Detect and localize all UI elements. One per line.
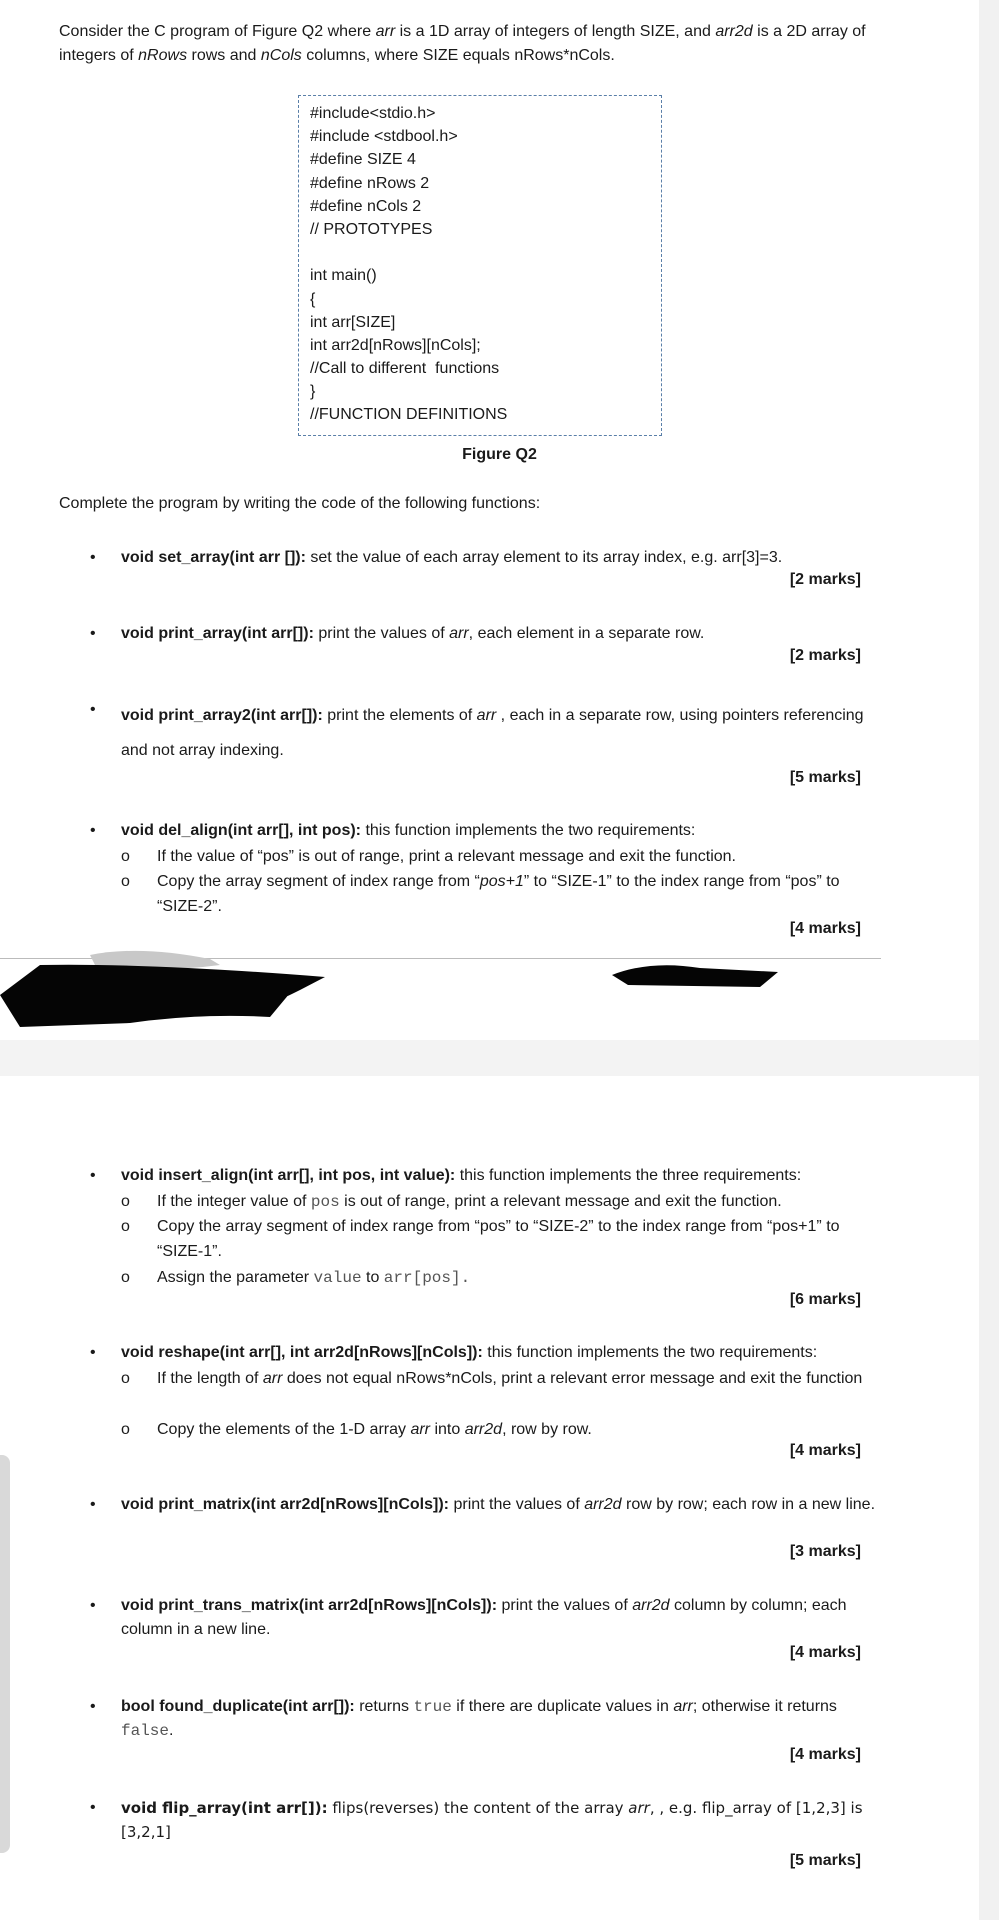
intro-nrows: nRows xyxy=(138,47,188,64)
var-arr2d: arr2d xyxy=(464,1421,503,1438)
sub-text xyxy=(157,1189,879,1215)
code-token: false xyxy=(121,1722,170,1740)
item-set-array xyxy=(121,546,881,570)
var-arr: arr xyxy=(476,707,497,724)
intro-arr2d: arr2d xyxy=(715,23,753,40)
sub-text xyxy=(157,1417,879,1442)
sub-text-part: Copy the elements of the 1-D array xyxy=(157,1421,411,1438)
item-print-array xyxy=(121,622,881,646)
function-signature: void print_array2(int arr[]): xyxy=(121,707,323,724)
function-signature: void flip_array(int arr[]): xyxy=(121,1799,328,1817)
sub-text-part: If the length of xyxy=(157,1370,263,1387)
code-line: #define SIZE 4 xyxy=(310,151,416,169)
code-token: pos xyxy=(310,1193,340,1211)
sub-bullet-icon: o xyxy=(121,1421,130,1438)
function-signature: void insert_align(int arr[], int pos, int value): xyxy=(121,1167,456,1184)
code-token: . xyxy=(460,1269,471,1287)
intro-text: Consider the C program of Figure Q2 where xyxy=(59,23,376,40)
sub-text-part: does not equal nRows*nCols, print a relevant error message and exit the function xyxy=(282,1370,863,1387)
intro-ncols: nCols xyxy=(260,47,302,64)
sub-text-part: Copy the array segment of index range from “ xyxy=(157,873,480,890)
function-signature: void print_array(int arr[]): xyxy=(121,625,314,642)
code-line xyxy=(310,241,661,264)
function-signature: bool found_duplicate(int arr[]): xyxy=(121,1698,355,1715)
code-token: value xyxy=(313,1269,362,1287)
code-figure-box xyxy=(298,95,662,436)
code-line: #define nRows 2 xyxy=(310,174,430,192)
var-arr: arr xyxy=(628,1799,650,1817)
sub-bullet-icon: o xyxy=(121,848,130,865)
sub-text xyxy=(157,1265,879,1291)
sub-text-part: , row by row. xyxy=(502,1421,592,1438)
sub-bullet-icon: o xyxy=(121,1218,130,1235)
code-line: int arr2d[nRows][nCols]; xyxy=(310,336,481,354)
bullet-icon: • xyxy=(90,625,96,642)
item-insert-align xyxy=(121,1164,881,1188)
var-arr: arr xyxy=(673,1698,693,1715)
function-description: returns xyxy=(354,1698,414,1715)
marks-label: [5 marks] xyxy=(789,769,861,786)
marks-label: [2 marks] xyxy=(789,647,861,664)
code-line: #include <stdbool.h> xyxy=(310,128,458,146)
sub-text xyxy=(157,1366,879,1391)
item-print-matrix xyxy=(121,1493,881,1517)
code-token: arr[pos] xyxy=(383,1269,461,1287)
function-signature: void print_matrix(int arr2d[nRows][nCols]): xyxy=(121,1496,450,1513)
var-arr2d: arr2d xyxy=(632,1597,670,1614)
sub-text-part: If the integer value of xyxy=(157,1193,311,1210)
marks-label: [4 marks] xyxy=(789,920,861,937)
code-line: #include<stdio.h> xyxy=(310,105,436,122)
function-description: set the value of each array element to its array index, e.g. arr[3]=3. xyxy=(305,549,783,566)
bullet-icon: • xyxy=(90,1344,96,1361)
code-line: //FUNCTION DEFINITIONS xyxy=(310,406,508,424)
intro-arr: arr xyxy=(375,23,396,40)
page-gap xyxy=(0,1040,999,1076)
item-del-align xyxy=(121,819,881,843)
code-line: int main() xyxy=(310,267,377,285)
sub-text-part: into xyxy=(430,1421,465,1438)
function-description: print the values of xyxy=(497,1597,633,1614)
function-description: if there are duplicate values in xyxy=(451,1698,674,1715)
function-signature: void set_array(int arr []): xyxy=(121,549,306,566)
sub-text: Copy the array segment of index range from “pos” to “SIZE-2” to the index range from “pos+1” to “SIZE-1”. xyxy=(157,1218,840,1260)
function-description: print the elements of xyxy=(322,707,477,724)
var-arr: arr xyxy=(262,1370,283,1387)
item-flip-array xyxy=(121,1796,881,1844)
bullet-icon: • xyxy=(90,1597,96,1614)
function-description: flips(reverses) the content of the array xyxy=(327,1799,629,1817)
function-description: this function implements the two requirements: xyxy=(482,1344,818,1361)
function-signature: void print_trans_matrix(int arr2d[nRows][nCols]): xyxy=(121,1597,498,1614)
code-token: true xyxy=(413,1698,452,1716)
function-signature: void del_align(int arr[], int pos): xyxy=(121,822,361,839)
bullet-icon: • xyxy=(90,822,96,839)
code-line: #define nCols 2 xyxy=(310,197,422,215)
marks-label: [4 marks] xyxy=(789,1746,861,1763)
intro-text: rows and xyxy=(187,47,261,64)
function-description: , each in a separate row, using pointers referencing and not array indexing. xyxy=(121,707,864,759)
redaction-marks xyxy=(0,935,820,1030)
code-line: //Call to different functions xyxy=(310,360,500,378)
marks-label: [3 marks] xyxy=(789,1543,861,1560)
function-description: row by row; each row in a new line. xyxy=(621,1496,876,1513)
bullet-icon: • xyxy=(90,549,96,566)
intro-paragraph xyxy=(59,20,879,68)
marks-label: [4 marks] xyxy=(789,1644,861,1661)
code-line: } xyxy=(310,383,316,401)
sub-text-italic: pos+1 xyxy=(479,873,524,890)
marks-label: [4 marks] xyxy=(789,1442,861,1459)
sub-text: If the value of “pos” is out of range, print a relevant message and exit the function. xyxy=(157,848,736,865)
sub-text-part: is out of range, print a relevant message and exit the function. xyxy=(339,1193,782,1210)
viewer-scroll-rail[interactable] xyxy=(979,0,999,1920)
function-description: . xyxy=(169,1722,174,1739)
code-line: int arr[SIZE] xyxy=(310,313,396,331)
bullet-icon: • xyxy=(90,1799,96,1816)
item-reshape xyxy=(121,1341,881,1365)
function-description: , each element in a separate row. xyxy=(468,625,705,642)
intro-text: is a 2D array of integers of xyxy=(59,23,866,64)
sub-text-part: ” to “SIZE-1” to the index range from “pos” to “SIZE-2”. xyxy=(157,873,840,915)
function-description: this function implements the three requirements: xyxy=(455,1167,802,1184)
marks-label: [6 marks] xyxy=(789,1291,861,1308)
bullet-icon: • xyxy=(90,1698,96,1715)
item-print-array2 xyxy=(121,698,881,768)
viewer-side-handle[interactable] xyxy=(0,1455,10,1853)
var-arr: arr xyxy=(449,625,469,642)
function-description: this function implements the two requirements: xyxy=(361,822,696,839)
bullet-icon: • xyxy=(90,701,96,718)
marks-label: [2 marks] xyxy=(789,571,861,588)
item-print-trans-matrix xyxy=(121,1594,881,1642)
sub-bullet-icon: o xyxy=(121,1370,130,1387)
function-description: , , e.g. flip_array of [1,2,3] is [3,2,1] xyxy=(121,1799,863,1841)
sub-bullet-icon: o xyxy=(121,873,130,890)
intro-text: is a 1D array of integers of length SIZE, and xyxy=(395,23,716,40)
function-description: column by column; each column in a new line. xyxy=(121,1597,847,1638)
instructions-lead: Complete the program by writing the code of the following functions: xyxy=(59,495,541,512)
sub-text xyxy=(157,869,879,919)
var-arr2d: arr2d xyxy=(584,1496,622,1513)
document-page-2 xyxy=(0,1076,979,1920)
sub-bullet-icon: o xyxy=(121,1193,130,1210)
marks-label: [5 marks] xyxy=(789,1852,861,1869)
figure-caption: Figure Q2 xyxy=(462,446,537,463)
sub-bullet-icon: o xyxy=(121,1269,130,1286)
intro-text: columns, where SIZE equals nRows*nCols. xyxy=(301,47,615,64)
code-line: // PROTOTYPES xyxy=(310,220,433,238)
function-signature: void reshape(int arr[], int arr2d[nRows][nCols]): xyxy=(121,1344,483,1361)
code-line: { xyxy=(310,290,316,308)
bullet-icon: • xyxy=(90,1167,96,1184)
item-found-duplicate xyxy=(121,1695,881,1743)
var-arr: arr xyxy=(410,1421,431,1438)
function-description: print the values of xyxy=(449,1496,585,1513)
function-description: ; otherwise it returns xyxy=(692,1698,837,1715)
bullet-icon: • xyxy=(90,1496,96,1513)
sub-text-part: to xyxy=(361,1269,384,1286)
function-description: print the values of xyxy=(313,625,450,642)
sub-text-part: Assign the parameter xyxy=(157,1269,314,1286)
